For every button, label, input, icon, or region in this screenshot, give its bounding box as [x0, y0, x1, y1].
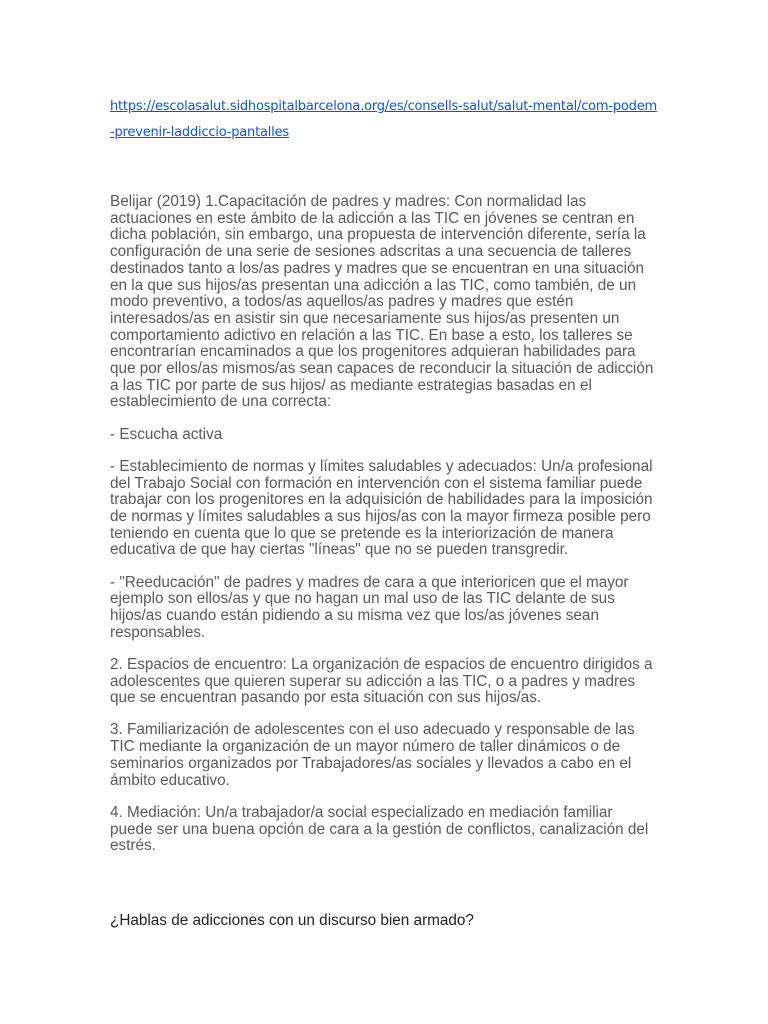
paragraph-norms-limits: - Establecimiento de normas y límites saludables y adecuados: Un/a profesional del Trabajo Social con formación en intervención con el sistema familiar puede trabajar con los progenitores en la adquisición de habilidades para la imposición de normas y límites saludables a sus hijos/as con la mayor firmeza posible pero teniendo en cuenta que lo que se pretende es la interiorización de manera educativa de que hay ciertas "líneas" que no se pueden transgredir. [110, 457, 653, 559]
paragraph-intro: Belijar (2019) 1.Capacitación de padres y madres: Con normalidad las actuaciones en este ámbito de la adicción a las TIC en jóvenes se centran en dicha población, sin embargo, una propuesta de intervención diferente, sería la configuración de una serie de sesiones adscritas a una secuencia de talleres destinados tanto a los/as padres y madres que se encuentran en una situación en la que sus hijos/as presentan una adicción a las TIC, como también, de un modo preventivo, a todos/as aquellos/as padres y madres que estén interesados/as en asistir sin que necesariamente sus hijos/as presenten un comportamiento adictivo en relación a las TIC. En base a esto, los talleres se encontrarían encaminados a que los progenitores adquieran habilidades para que por ellos/as mismos/as sean capaces de reconducir la situación de adicción a las TIC por parte de sus hijos/ as mediante estrategias basadas en el establecimiento de una correcta: [110, 193, 654, 411]
paragraph-mediation: 4. Mediación: Un/a trabajador/a social especializado en mediación familiar puede ser una buena opción de cara a la gestión de conflictos, canalización del estrés. [110, 803, 649, 855]
paragraph-reeducation: - "Reeducación" de padres y madres de cara a que interioricen que el mayor ejemplo son ellos/as y que no hagan un mal uso de las TIC delante de sus hijos/as cuando están pidiendo a su misma vez que los/as jóvenes sean responsables. [110, 573, 629, 641]
paragraph-meeting-spaces: 2. Espacios de encuentro: La organización de espacios de encuentro dirigidos a adolescentes que quieren superar su adicción a las TIC, o a padres y madres que se encuentran pasando por esta situación con sus hijos/as. [110, 655, 653, 707]
closing-question: ¿Hablas de adicciones con un discurso bien armado? [110, 912, 474, 930]
source-link[interactable]: https://escolasalut.sidhospitalbarcelona.org/es/consells-salut/salut-mental/com-podem-prevenir-laddiccio-pantalles [110, 99, 657, 140]
paragraph-active-listening: - Escucha activa [110, 425, 223, 443]
spacer [110, 146, 658, 194]
paragraph-familiarization: 3. Familiarización de adolescentes con el uso adecuado y responsable de las TIC mediante la organización de un mayor número de taller dinámicos o de seminarios organizados por Trabajadores/as sociales y llevados a cabo en el ámbito educativo. [110, 721, 635, 789]
document-page [110, 94, 658, 929]
spacer [110, 870, 658, 912]
